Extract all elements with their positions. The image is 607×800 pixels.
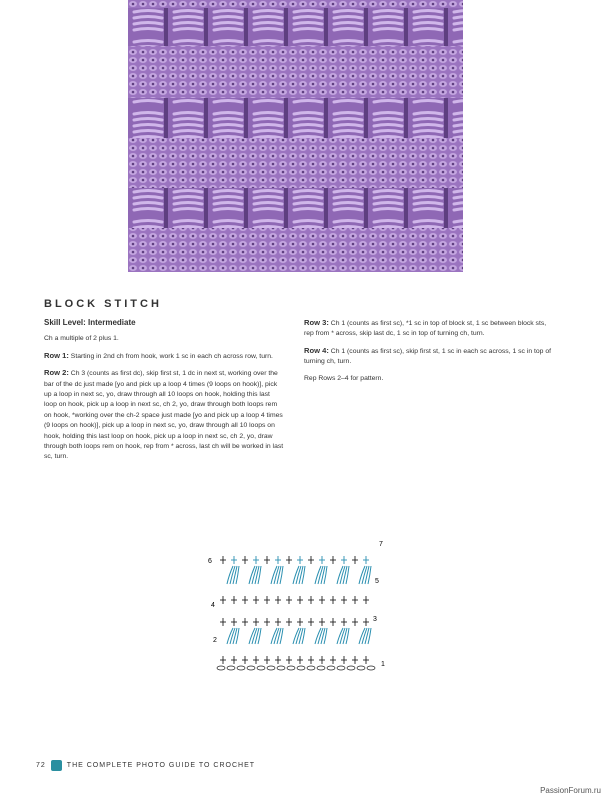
single-crochet-symbol xyxy=(253,596,259,604)
single-crochet-symbol xyxy=(264,656,270,664)
single-crochet-symbol xyxy=(275,596,281,604)
chain-stitch-symbol xyxy=(247,666,255,670)
single-crochet-symbol xyxy=(352,556,358,564)
single-crochet-symbol xyxy=(341,596,347,604)
single-crochet-symbol xyxy=(242,656,248,664)
single-crochet-symbol xyxy=(297,596,303,604)
single-crochet-symbol xyxy=(253,556,259,564)
single-crochet-symbol xyxy=(330,618,336,626)
single-crochet-symbol xyxy=(330,556,336,564)
single-crochet-symbol xyxy=(286,596,292,604)
single-crochet-symbol xyxy=(253,618,259,626)
swatch-photo xyxy=(128,0,463,272)
single-crochet-symbol xyxy=(363,618,369,626)
instructions-left-column xyxy=(44,318,284,469)
single-crochet-symbol xyxy=(231,618,237,626)
row-label-4: 4 xyxy=(211,602,215,609)
single-crochet-symbol xyxy=(264,618,270,626)
skill-level: Skill Level: Intermediate xyxy=(44,318,136,327)
block-stitch-symbol xyxy=(359,566,371,584)
single-crochet-symbol xyxy=(341,556,347,564)
block-stitch-symbol xyxy=(359,628,371,644)
single-crochet-symbol xyxy=(308,656,314,664)
chain-stitch-symbol xyxy=(237,666,245,670)
row-1-instruction xyxy=(44,351,284,362)
row-label-6: 6 xyxy=(208,558,212,565)
single-crochet-symbol xyxy=(231,596,237,604)
page-footer xyxy=(36,760,255,771)
single-crochet-symbol xyxy=(286,556,292,564)
block-stitch-symbol xyxy=(227,628,239,644)
chain-stitch-symbol xyxy=(227,666,235,670)
single-crochet-symbol xyxy=(220,656,226,664)
single-crochet-symbol xyxy=(330,596,336,604)
row-2-label: Row 2: xyxy=(44,368,69,378)
page-number: 72 xyxy=(36,762,46,769)
chain-stitch-symbol xyxy=(337,666,345,670)
chain-instruction: Ch a multiple of 2 plus 1. xyxy=(44,335,119,343)
single-crochet-symbol xyxy=(319,556,325,564)
single-crochet-symbol xyxy=(308,556,314,564)
single-crochet-symbol xyxy=(231,556,237,564)
row-1-label: Row 1: xyxy=(44,350,69,360)
block-stitch-symbol xyxy=(315,628,327,644)
row-label-5: 5 xyxy=(375,578,379,585)
single-crochet-symbol xyxy=(231,656,237,664)
block-stitch-symbol xyxy=(249,566,261,584)
block-stitch-symbol xyxy=(293,628,305,644)
single-crochet-symbol xyxy=(363,596,369,604)
row-label-1: 1 xyxy=(381,661,385,668)
repeat-instruction: Rep Rows 2–4 for pattern. xyxy=(304,374,384,382)
chain-stitch-symbol xyxy=(307,666,315,670)
single-crochet-symbol xyxy=(352,596,358,604)
book-title: THE COMPLETE PHOTO GUIDE TO CROCHET xyxy=(66,762,256,769)
single-crochet-symbol xyxy=(264,556,270,564)
single-crochet-symbol xyxy=(297,656,303,664)
single-crochet-symbol xyxy=(363,556,369,564)
single-crochet-symbol xyxy=(220,596,226,604)
chain-stitch-symbol xyxy=(277,666,285,670)
single-crochet-symbol xyxy=(308,596,314,604)
chain-stitch-symbol xyxy=(267,666,275,670)
single-crochet-symbol xyxy=(242,596,248,604)
single-crochet-symbol xyxy=(308,618,314,626)
single-crochet-symbol xyxy=(319,596,325,604)
single-crochet-symbol xyxy=(286,618,292,626)
row-4-instruction xyxy=(304,346,554,368)
single-crochet-symbol xyxy=(220,618,226,626)
single-crochet-symbol xyxy=(297,556,303,564)
chain-stitch-symbol xyxy=(327,666,335,670)
watermark: PassionForum.ru xyxy=(540,786,601,795)
chain-stitch-symbol xyxy=(257,666,265,670)
block-stitch-symbol xyxy=(271,566,283,584)
chain-stitch-symbol xyxy=(287,666,295,670)
single-crochet-symbol xyxy=(297,618,303,626)
single-crochet-symbol xyxy=(352,618,358,626)
single-crochet-symbol xyxy=(242,618,248,626)
block-stitch-symbol xyxy=(271,628,283,644)
single-crochet-symbol xyxy=(220,556,226,564)
single-crochet-symbol xyxy=(264,596,270,604)
chain-stitch-symbol xyxy=(297,666,305,670)
chain-stitch-symbol xyxy=(217,666,225,670)
row-2-text: Ch 3 (counts as first dc), skip first st, 1 dc in next st, working over the bar of the dc just made [yo and pick up a loop 4 times (9 loops on hook)], pick up a loop in next sc, yo, draw through all 10 loops on hook, holding this last loop on hook, pick up a loop in next sc, ch 2, yo, draw through both loops rem on hook, *working over the ch-2 space just made [yo and pick up a loop 4 times (9 loops on hook)], pick up a loop in next sc, yo, draw through all 10 loops on hook, holding this last loop on hook, pick up a loop in next sc, ch 2, yo, draw through both loops rem on hook, rep from * across, last ch will be worked in last sc, turn. xyxy=(44,370,284,461)
chain-stitch-symbol xyxy=(357,666,365,670)
block-stitch-symbol xyxy=(315,566,327,584)
row-2-instruction xyxy=(44,368,284,463)
single-crochet-symbol xyxy=(286,656,292,664)
chain-stitch-symbol xyxy=(347,666,355,670)
single-crochet-symbol xyxy=(275,556,281,564)
block-stitch-symbol xyxy=(293,566,305,584)
pattern-title: BLOCK STITCH xyxy=(44,298,162,310)
single-crochet-symbol xyxy=(319,656,325,664)
row-3-label: Row 3: xyxy=(304,318,329,327)
stitch-diagram xyxy=(205,532,390,672)
single-crochet-symbol xyxy=(253,656,259,664)
single-crochet-symbol xyxy=(363,656,369,664)
block-stitch-symbol xyxy=(337,628,349,644)
single-crochet-symbol xyxy=(242,556,248,564)
single-crochet-symbol xyxy=(341,618,347,626)
chain-stitch-symbol xyxy=(317,666,325,670)
row-label-7: 7 xyxy=(379,541,383,548)
row-label-2: 2 xyxy=(213,637,217,644)
single-crochet-symbol xyxy=(352,656,358,664)
block-stitch-symbol xyxy=(337,566,349,584)
block-stitch-symbol xyxy=(249,628,261,644)
single-crochet-symbol xyxy=(341,656,347,664)
row-1-text: Starting in 2nd ch from hook, work 1 sc in each ch across row, turn. xyxy=(68,352,273,360)
row-3-text: Ch 1 (counts as first sc), *1 sc in top of block st, 1 sc between block sts, rep from * across, skip last dc, 1 sc in top of turning ch, turn. xyxy=(304,320,547,338)
row-label-3: 3 xyxy=(373,616,377,623)
single-crochet-symbol xyxy=(275,656,281,664)
row-4-text: Ch 1 (counts as first sc), skip first st, 1 sc in each sc across, 1 sc in top of turning ch, turn. xyxy=(304,347,552,366)
single-crochet-symbol xyxy=(275,618,281,626)
row-4-label: Row 4: xyxy=(304,345,329,355)
chain-stitch-symbol xyxy=(367,666,375,670)
single-crochet-symbol xyxy=(330,656,336,664)
single-crochet-symbol xyxy=(319,618,325,626)
block-stitch-symbol xyxy=(227,566,239,584)
row-3-instruction xyxy=(304,318,554,340)
instructions-right-column xyxy=(304,318,554,390)
book-logo-icon xyxy=(51,760,62,771)
